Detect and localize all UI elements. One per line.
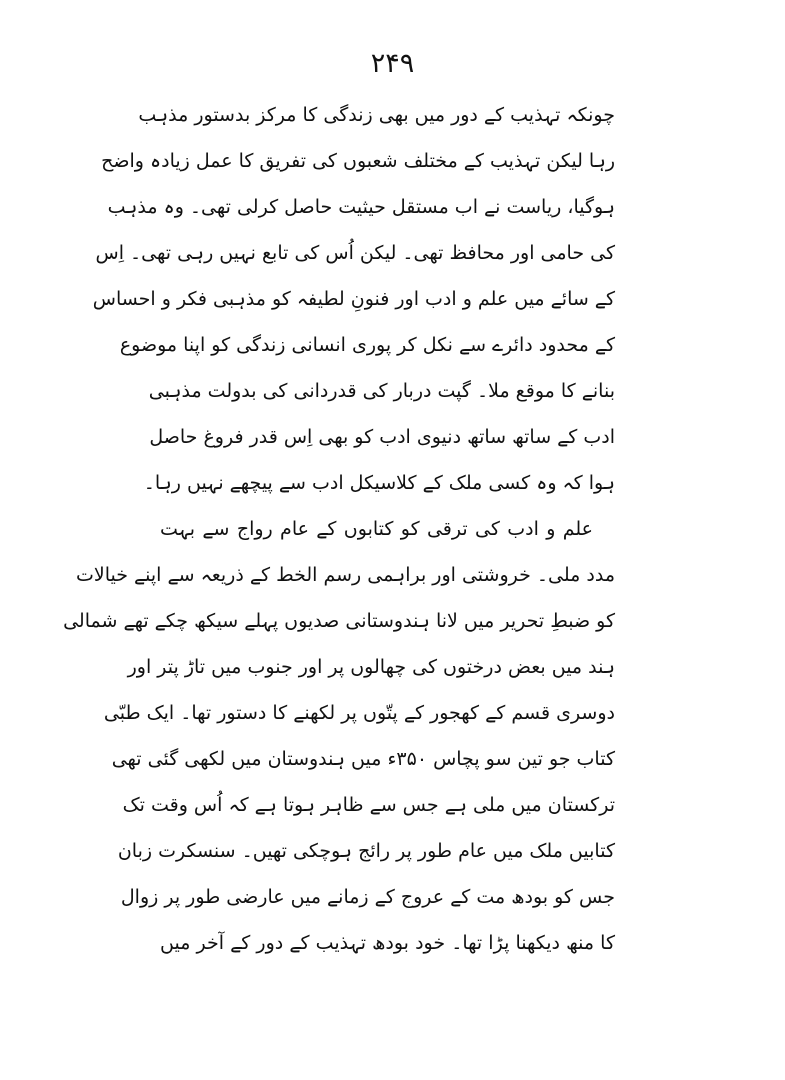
text-line: کتابیں ملک میں عام طور پر رائج ہوچکی تھیں۔ سنسکرت زبان xyxy=(117,840,615,862)
text-line: کو ضبطِ تحریر میں لانا ہندوستانی صدیوں پہلے سیکھ چکے تھے شمالی xyxy=(63,610,615,632)
page-number: ۲۴۹ xyxy=(370,48,415,79)
text-line: کے سائے میں علم و ادب اور فنونِ لطیفہ کو مذہبی فکر و احساس xyxy=(92,288,615,310)
text-line: کے محدود دائرے سے نکل کر پوری انسانی زندگی کو اپنا موضوع xyxy=(119,334,615,356)
text-line: کا منھ دیکھنا پڑا تھا۔ خود بودھ تہذیب کے دور کے آخر میں xyxy=(160,932,615,954)
text-line: کی حامی اور محافظ تھی۔ لیکن اُس کی تابع نہیں رہی تھی۔ اِس xyxy=(95,242,615,264)
text-line: ادب کے ساتھ ساتھ دنیوی ادب کو بھی اِس قدر فروغ حاصل xyxy=(149,426,615,448)
text-line: علم و ادب کی ترقی کو کتابوں کے عام رواج سے بہت xyxy=(160,518,593,540)
text-line: بنانے کا موقع ملا۔ گپت دربار کی قدردانی کی بدولت مذہبی xyxy=(148,380,615,402)
text-line: رہا لیکن تہذیب کے مختلف شعبوں کی تفریق کا عمل زیادہ واضح xyxy=(101,150,615,172)
text-line: ہند میں بعض درختوں کی چھالوں پر اور جنوب میں تاڑ پتر اور xyxy=(127,656,615,678)
text-line: ترکستان میں ملی ہے جس سے ظاہر ہوتا ہے کہ اُس وقت تک xyxy=(122,794,615,816)
text-line: ہوا کہ وہ کسی ملک کے کلاسیکل ادب سے پیچھے نہیں رہا۔ xyxy=(143,472,615,494)
text-line: کتاب جو تین سو پچاس ۳۵۰ء میں ہندوستان میں لکھی گئی تھی xyxy=(111,748,615,770)
text-line: مدد ملی۔ خروشتی اور براہمی رسم الخط کے ذریعہ سے اپنے خیالات xyxy=(76,564,615,586)
text-line: چونکہ تہذیب کے دور میں بھی زندگی کا مرکز بدستور مذہب xyxy=(138,104,615,126)
text-line: جس کو بودھ مت کے عروج کے زمانے میں عارضی طور پر زوال xyxy=(120,886,615,908)
body-text xyxy=(63,92,615,966)
text-line: ہوگیا، ریاست نے اب مستقل حیثیت حاصل کرلی تھی۔ وہ مذہب xyxy=(107,196,615,218)
text-line: دوسری قسم کے کھجور کے پتّوں پر لکھنے کا دستور تھا۔ ایک طبّی xyxy=(103,702,615,724)
